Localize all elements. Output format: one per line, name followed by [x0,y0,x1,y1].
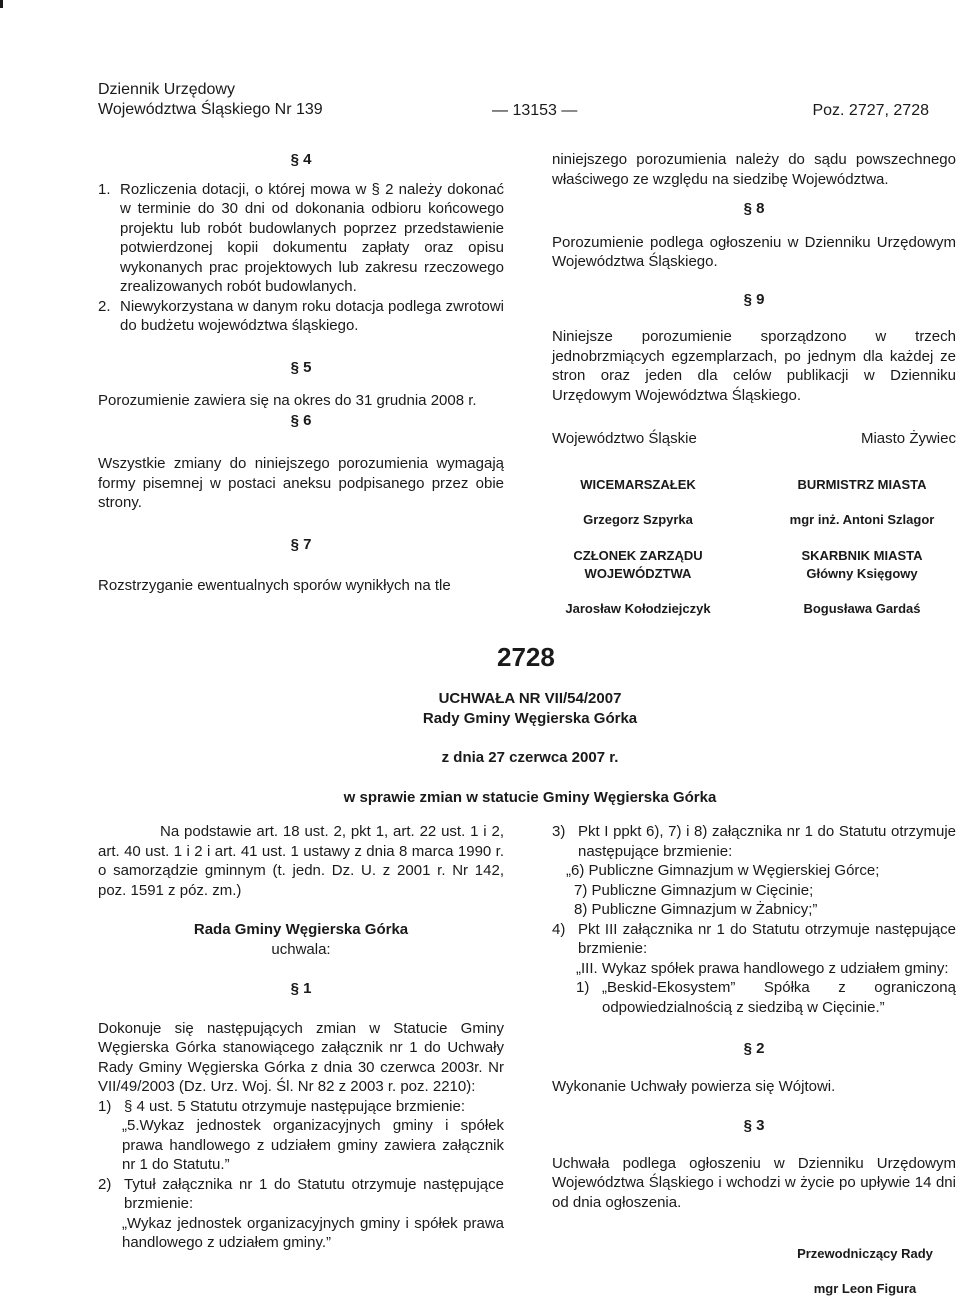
list-subitem: „III. Wykaz spółek prawa handlowego z udziałem gminy: [576,959,949,977]
section-5-text: Porozumienie zawiera się na okres do 31 grudnia 2008 r. [98,392,477,409]
journal-title [98,80,323,120]
resolution-title: UCHWAŁA NR VII/54/2007 [438,690,622,707]
right-bottom-column [552,822,956,1212]
section-4-heading: § 4 [290,151,312,168]
section-4-point-1: 1. Rozliczenia dotacji, o której mowa w § 2 należy dokonać w terminie do 30 dni od dokonania odbioru końcowego projektu lub robót budowlanych poprzez przedstawienie potwierdzonej kopii dokumentu zapłaty oraz opisu wykonanych prac projektowych lub zakresu rzeczowego zrealizowanych robót budowlanych. [98,180,504,295]
resolution-date: z dnia 27 czerwca 2007 r. [441,749,619,766]
section-3-heading: § 3 [743,1117,765,1134]
section-7-heading: § 7 [290,535,312,553]
list-item: 4) Pkt III załącznika nr 1 do Statutu otrzymuje następujące brzmienie: [552,920,956,957]
amendments-list-right [552,822,956,1017]
list-subitem: 8) Publiczne Gimnazjum w Żabnicy;” [574,901,818,918]
section-5-heading: § 5 [290,358,312,376]
quote-text: „Wykaz jednostek organizacyjnych gminy i spółek prawa handlowego z udziałem gminy.” [122,1214,504,1251]
section-3-text: Uchwała podlega ogłoszeniu w Dzienniku Urzędowym Województwa Śląskiego i wchodzi w życie po upływie 14 dni od dnia ogłoszenia. [552,1154,956,1211]
list-item: 1) § 4 ust. 5 Statutu otrzymuje następujące brzmienie: [98,1097,466,1115]
section-2-heading: § 2 [743,1040,765,1057]
position-number: Poz. 2727, 2728 [812,102,929,119]
list-item: 3) Pkt I ppkt 6), 7) i 8) załącznika nr 1 do Statutu otrzymuje następujące brzmienie: [552,823,956,860]
signature-block-mayor: BURMISTRZ MIASTA mgr inż. Antoni Szlagor [789,477,935,527]
section-6-heading: § 6 [290,411,312,429]
section-2-text: Wykonanie Uchwały powierza się Wójtowi. [552,1077,836,1095]
amendments-list-left [98,1097,504,1253]
resolves-label: uchwala: [271,940,331,958]
signature-block-board-member: CZŁONEK ZARZĄDU WOJEWÓDZTWA Jarosław Kołodziejczyk [565,548,711,616]
journal-title-line2: Województwa Śląskiego Nr 139 [98,101,323,118]
section-9-heading: § 9 [743,290,765,308]
legal-basis: Na podstawie art. 18 ust. 2, pkt 1, art. 22 ust. 1 i 2, art. 40 ust. 1 i 2 i art. 41 ust. 1 ustawy z dnia 8 marca 1990 r. o samorządzie gminnym (t. jedn. Dz. U. z 2001 r. Nr 142, poz. 1591 z póz. zm.) [98,823,504,899]
section-9-text: Niniejsze porozumienie sporządzono w trzech jednobrzmiących egzemplarzach, po jednym dla każdej ze stron oraz jeden dla celów publikacji w Dzienniku Urzędowym Województwa Śląskiego. [552,328,956,404]
council-name: Rada Gminy Węgierska Górka [193,921,409,938]
list-subitem: 1) „Beskid-Ekosystem” Spółka z ograniczoną odpowiedzialnością z siedzibą w Cięcinie.” [576,979,956,1016]
item-number: 2728 [497,642,555,672]
list-subitem: 7) Publiczne Gimnazjum w Cięcinie; [574,881,814,899]
section-7-text: Rozstrzyganie ewentualnych sporów wynikłych na tle [98,577,451,594]
section-6-text: Wszystkie zmiany do niniejszego porozumienia wymagają formy pisemnej w postaci aneksu podpisanego przez obie strony. [98,455,504,511]
right-top-column [552,150,956,449]
list-subitem: „6) Publiczne Gimnazjum w Węgierskiej Górce; [566,862,880,879]
signature-block-vice-marshal: WICEMARSZAŁEK Grzegorz Szpyrka [580,477,696,527]
section-8-text: Porozumienie podlega ogłoszeniu w Dzienniku Urzędowym Województwa Śląskiego. [552,233,956,270]
section-1-heading: § 1 [290,980,312,997]
section-8-heading: § 8 [743,200,765,217]
resolution-subject: w sprawie zmian w statucie Gminy Węgierska Górka [343,789,717,806]
journal-title-line1: Dziennik Urzędowy [98,81,235,98]
chairman-signature: Przewodniczący Rady mgr Leon Figura [797,1246,933,1296]
left-bottom-column [98,822,504,1253]
corner-mark [0,0,3,8]
section-1-text: Dokonuje się następujących zmian w Statucie Gminy Węgierska Górka stanowiącego załącznik nr 1 do Uchwały Rady Gminy Węgierska Górka z dnia 30 czerwca 2003r. Nr VII/49/2003 (Dz. Urz. Woj. Śl. Nr 82 z 2003 r. poz. 2210): [98,1019,504,1095]
party-left: Województwo Śląskie [552,430,697,447]
quote-text: „5.Wykaz jednostek organizacyjnych gminy i spółek prawa handlowego z udziałem gminy zawiera załącznik nr 1 do Statutu.” [122,1117,504,1173]
resolution-council: Rady Gminy Węgierska Górka [422,710,638,727]
list-item: 2) Tytuł załącznika nr 1 do Statutu otrzymuje następujące brzmienie: [98,1175,504,1212]
section-7-continued: niniejszego porozumienia należy do sądu powszechnego właściwego ze względu na siedzibę Województwa. [552,151,956,188]
left-top-column [98,150,504,596]
party-right: Miasto Żywiec [860,430,956,447]
signature-block-treasurer: SKARBNIK MIASTA Główny Księgowy Bogusława Gardaś [801,548,923,616]
page-number: — 13153 — [492,102,578,119]
contract-parties [552,429,956,449]
section-4-point-2: 2. Niewykorzystana w danym roku dotacja podlega zwrotowi do budżetu województwa śląskiego. [98,297,504,334]
